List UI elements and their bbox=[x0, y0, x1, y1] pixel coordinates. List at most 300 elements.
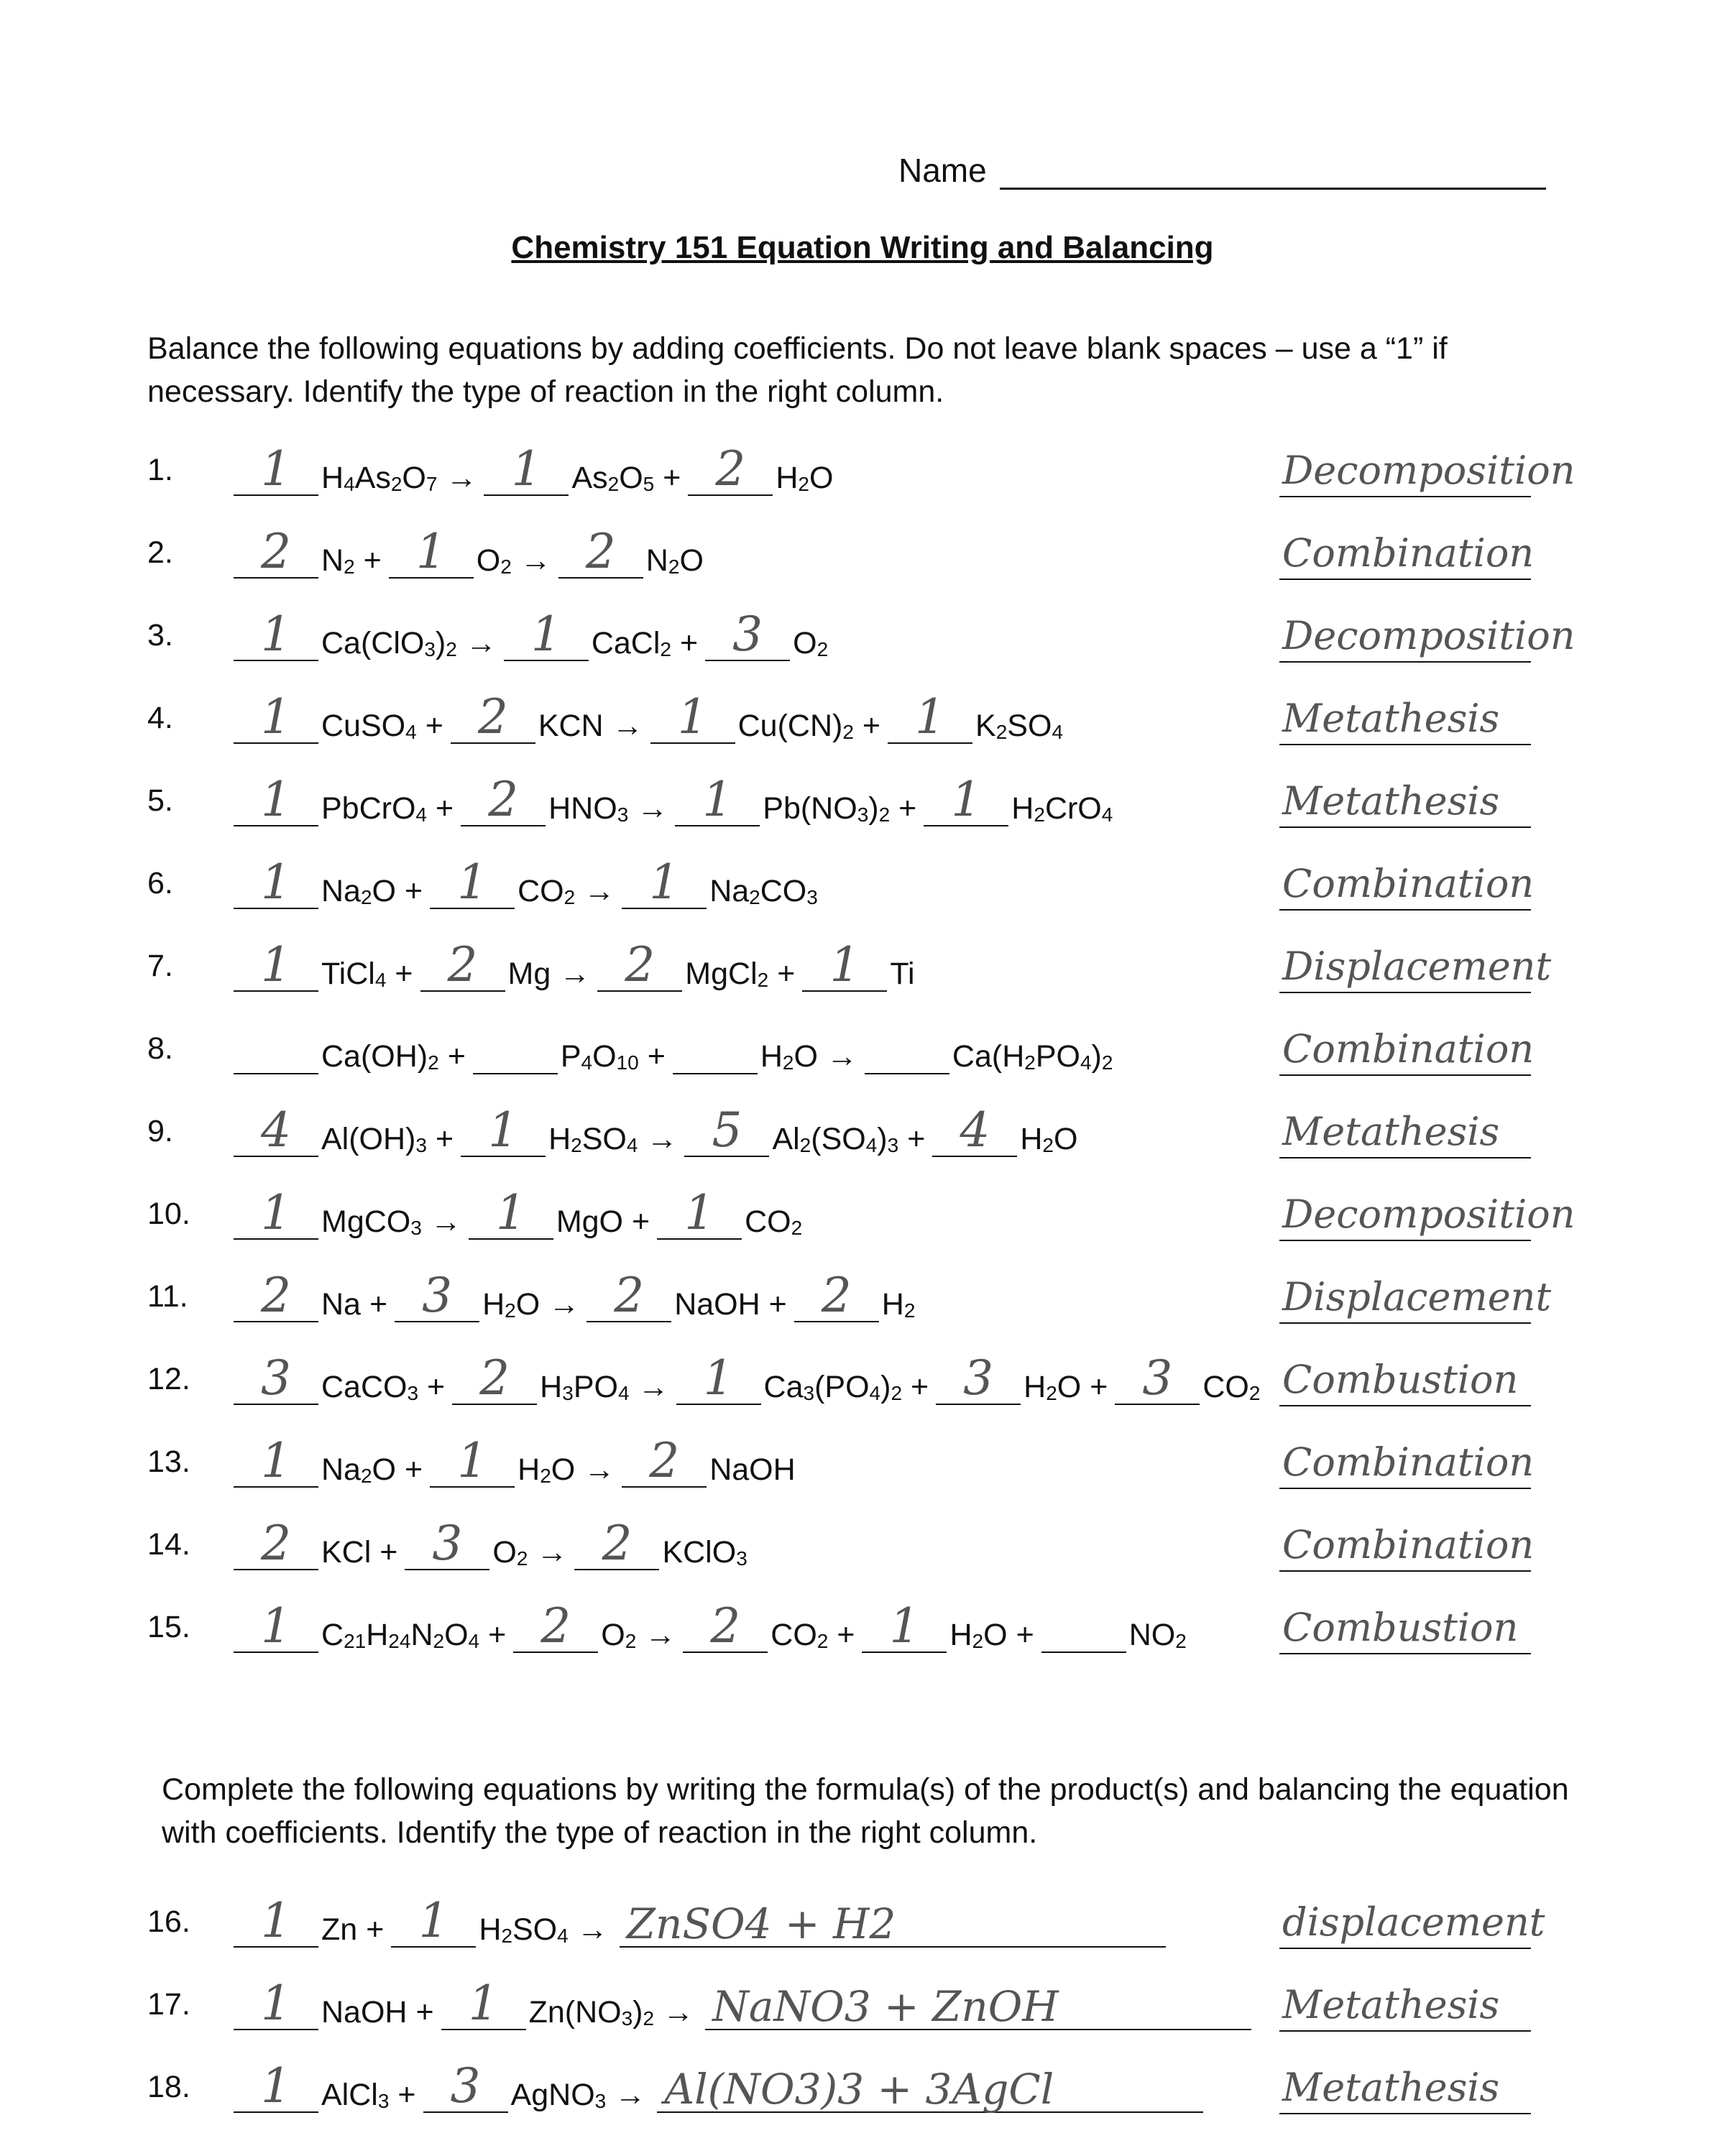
chemical-formula: $CO_2$ bbox=[745, 1204, 803, 1239]
reaction-type-field[interactable] bbox=[1279, 1973, 1531, 2032]
handwritten-coefficient: 1 bbox=[488, 1102, 519, 1158]
equation bbox=[234, 1348, 1264, 1405]
chemical-formula: $Zn(NO_3)_2$ bbox=[528, 1995, 655, 2030]
chemical-formula: $K_2SO_4$ bbox=[975, 709, 1064, 743]
equation bbox=[234, 604, 832, 661]
coefficient-blank[interactable] bbox=[391, 1892, 476, 1948]
plus-sign: + bbox=[488, 1618, 507, 1652]
handwritten-reaction-type: Displacement bbox=[1282, 1274, 1552, 1319]
equation-row bbox=[0, 769, 1725, 826]
plus-sign: + bbox=[425, 709, 443, 743]
coefficient-blank[interactable] bbox=[234, 1018, 318, 1074]
reaction-arrow: → bbox=[645, 1618, 676, 1652]
handwritten-products: Al(NO3)3 + 3AgCl bbox=[664, 2065, 1054, 2114]
coefficient-blank[interactable] bbox=[234, 770, 318, 826]
coefficient-blank[interactable] bbox=[234, 1101, 318, 1157]
handwritten-reaction-type: Displacement bbox=[1282, 944, 1552, 989]
equation-number: 18. bbox=[147, 2070, 190, 2104]
reaction-type-field[interactable] bbox=[1279, 521, 1535, 580]
coefficient-blank[interactable] bbox=[504, 605, 589, 661]
worksheet-title: Chemistry 151 Equation Writing and Balancing bbox=[511, 230, 1214, 265]
plus-sign: + bbox=[369, 1287, 388, 1322]
plus-sign: + bbox=[397, 2078, 416, 2112]
chemical-formula: $CO_2$ bbox=[770, 1618, 829, 1652]
equation bbox=[234, 438, 837, 496]
product-answer-line[interactable] bbox=[620, 1892, 1166, 1948]
handwritten-coefficient: 2 bbox=[625, 937, 656, 992]
handwritten-reaction-type: Combination bbox=[1282, 1026, 1535, 1072]
handwritten-coefficient: 3 bbox=[422, 1268, 453, 1323]
coefficient-blank[interactable] bbox=[484, 440, 569, 496]
reaction-arrow: → bbox=[536, 1535, 568, 1570]
chemical-formula: PbCrO$_4$ bbox=[321, 791, 427, 826]
reaction-type-field[interactable] bbox=[1279, 1265, 1552, 1324]
handwritten-coefficient: 1 bbox=[677, 689, 708, 745]
handwritten-reaction-type: Combination bbox=[1282, 1439, 1535, 1485]
equation-row bbox=[0, 438, 1725, 496]
handwritten-coefficient: 1 bbox=[511, 441, 542, 497]
reaction-arrow: → bbox=[584, 874, 615, 908]
chemical-formula: $NO_2$ bbox=[1128, 1618, 1187, 1652]
equation-row bbox=[0, 852, 1725, 909]
chemical-formula: Zn bbox=[321, 1912, 358, 1947]
reaction-type-field[interactable] bbox=[1279, 1017, 1535, 1076]
coefficient-blank[interactable] bbox=[452, 1349, 537, 1405]
name-line[interactable] bbox=[1000, 156, 1546, 190]
handwritten-coefficient: 1 bbox=[261, 1598, 291, 1654]
chemical-formula: $Al_2(SO_4)_3$ bbox=[772, 1122, 899, 1156]
equation bbox=[234, 1890, 1166, 1948]
equation bbox=[234, 686, 1067, 744]
chemical-formula: $C_{21}H_{24}N_2O_4$ bbox=[321, 1618, 480, 1652]
reaction-arrow: → bbox=[548, 1287, 580, 1322]
handwritten-coefficient: 1 bbox=[703, 1350, 734, 1406]
equation-number: 1. bbox=[147, 453, 173, 487]
handwritten-reaction-type: Decomposition bbox=[1282, 613, 1576, 658]
name-field bbox=[898, 151, 1546, 190]
chemical-formula: $H_2O$ bbox=[776, 461, 834, 495]
coefficient-blank[interactable] bbox=[234, 1349, 318, 1405]
handwritten-products: ZnSO4 + H2 bbox=[626, 1899, 896, 1948]
coefficient-blank[interactable] bbox=[802, 936, 887, 992]
handwritten-reaction-type: Decomposition bbox=[1282, 1192, 1576, 1237]
chemical-formula: $Ca(OH)_2$ bbox=[321, 1039, 439, 1074]
handwritten-reaction-type: Combination bbox=[1282, 530, 1535, 576]
chemical-formula: $H_2O$ bbox=[760, 1039, 818, 1074]
handwritten-coefficient: 1 bbox=[261, 854, 291, 910]
reaction-type-field[interactable] bbox=[1279, 2055, 1531, 2114]
equation-number: 13. bbox=[147, 1445, 190, 1479]
equation bbox=[234, 1017, 1117, 1074]
handwritten-coefficient: 4 bbox=[261, 1102, 291, 1158]
handwritten-products: NaNO3 + ZnOH bbox=[712, 1982, 1059, 2031]
handwritten-coefficient: 3 bbox=[732, 607, 763, 662]
handwritten-reaction-type: Metathesis bbox=[1282, 2065, 1500, 2110]
chemical-formula: $CO_2$ bbox=[1202, 1370, 1261, 1404]
plus-sign: + bbox=[768, 1287, 787, 1322]
equation bbox=[234, 852, 822, 909]
equation-number: 3. bbox=[147, 618, 173, 653]
chemical-formula: MgCO$_3$ bbox=[321, 1204, 422, 1239]
coefficient-blank[interactable] bbox=[924, 770, 1008, 826]
plus-sign: + bbox=[395, 957, 413, 991]
chemical-formula: $Ca(H_2PO_4)_2$ bbox=[952, 1039, 1113, 1074]
coefficient-blank[interactable] bbox=[234, 1974, 318, 2030]
chemical-formula: KClO$_3$ bbox=[662, 1535, 748, 1570]
equation-number: 9. bbox=[147, 1114, 173, 1148]
coefficient-blank[interactable] bbox=[234, 1514, 318, 1570]
coefficient-blank[interactable] bbox=[1115, 1349, 1200, 1405]
handwritten-coefficient: 1 bbox=[468, 1976, 499, 2031]
handwritten-reaction-type: Decomposition bbox=[1282, 448, 1576, 493]
coefficient-blank[interactable] bbox=[451, 688, 535, 744]
chemical-formula: $HNO_3$ bbox=[548, 791, 629, 826]
handwritten-coefficient: 1 bbox=[261, 1185, 291, 1240]
equation bbox=[234, 769, 1117, 826]
coefficient-blank[interactable] bbox=[597, 936, 682, 992]
reaction-type-field[interactable] bbox=[1279, 769, 1531, 828]
equation bbox=[234, 521, 708, 579]
equation bbox=[234, 1265, 919, 1322]
plus-sign: + bbox=[405, 1452, 423, 1487]
handwritten-coefficient: 3 bbox=[450, 2058, 481, 2114]
chemical-formula: AlCl$_3$ bbox=[321, 2078, 390, 2112]
handwritten-coefficient: 1 bbox=[415, 524, 446, 579]
chemical-formula: $H_2O$ bbox=[518, 1452, 576, 1487]
reaction-arrow: → bbox=[646, 1122, 678, 1156]
chemical-formula: $Ca_3(PO_4)_2$ bbox=[763, 1370, 903, 1404]
equation-row bbox=[0, 1265, 1725, 1322]
coefficient-blank[interactable] bbox=[688, 440, 773, 496]
handwritten-coefficient: 1 bbox=[418, 1893, 449, 1948]
handwritten-coefficient: 1 bbox=[684, 1185, 715, 1240]
handwritten-coefficient: 1 bbox=[495, 1185, 526, 1240]
reaction-arrow: → bbox=[826, 1039, 857, 1074]
coefficient-blank[interactable] bbox=[705, 605, 790, 661]
handwritten-coefficient: 4 bbox=[960, 1102, 990, 1158]
plus-sign: + bbox=[366, 1912, 385, 1947]
plus-sign: + bbox=[415, 1995, 434, 2030]
handwritten-coefficient: 1 bbox=[457, 854, 488, 910]
coefficient-blank[interactable] bbox=[389, 522, 474, 579]
coefficient-blank[interactable] bbox=[932, 1101, 1017, 1157]
plus-sign: + bbox=[380, 1535, 398, 1570]
handwritten-coefficient: 2 bbox=[477, 689, 508, 745]
plus-sign: + bbox=[898, 791, 917, 826]
handwritten-coefficient: 1 bbox=[261, 772, 291, 827]
coefficient-blank[interactable] bbox=[473, 1018, 558, 1074]
chemical-formula: $Al(OH)_3$ bbox=[321, 1122, 427, 1156]
reaction-arrow: → bbox=[637, 791, 668, 826]
equation-number: 6. bbox=[147, 866, 173, 900]
chemical-formula: MgO bbox=[556, 1204, 623, 1239]
coefficient-blank[interactable] bbox=[675, 770, 760, 826]
coefficient-blank[interactable] bbox=[395, 1266, 479, 1322]
equation-number: 15. bbox=[147, 1610, 190, 1644]
handwritten-coefficient: 3 bbox=[963, 1350, 994, 1406]
chemical-formula: $Na_2O$ bbox=[321, 1452, 396, 1487]
reaction-type-field[interactable] bbox=[1279, 1890, 1545, 1949]
chemical-formula: KCl bbox=[321, 1535, 372, 1570]
chemical-formula: NaOH bbox=[674, 1287, 760, 1322]
plus-sign: + bbox=[663, 461, 681, 495]
reaction-arrow: → bbox=[612, 709, 643, 743]
reaction-type-field[interactable] bbox=[1279, 852, 1535, 911]
handwritten-reaction-type: Metathesis bbox=[1282, 1109, 1500, 1154]
handwritten-reaction-type: Combustion bbox=[1282, 1357, 1519, 1402]
chemical-formula: $H_2O$ bbox=[482, 1287, 540, 1322]
plus-sign: + bbox=[435, 1122, 454, 1156]
reaction-type-field[interactable] bbox=[1279, 438, 1576, 497]
reaction-type-field[interactable] bbox=[1279, 1595, 1531, 1654]
coefficient-blank[interactable] bbox=[657, 1184, 742, 1240]
chemical-formula: $O_2$ bbox=[476, 543, 512, 578]
chemical-formula: NaOH bbox=[709, 1452, 796, 1487]
reaction-arrow: → bbox=[638, 1370, 669, 1404]
handwritten-coefficient: 2 bbox=[261, 1516, 291, 1571]
handwritten-coefficient: 3 bbox=[432, 1516, 463, 1571]
plus-sign: + bbox=[427, 1370, 446, 1404]
handwritten-coefficient: 2 bbox=[261, 524, 291, 579]
equation-number: 14. bbox=[147, 1527, 190, 1562]
coefficient-blank[interactable] bbox=[862, 1597, 947, 1653]
coefficient-blank[interactable] bbox=[622, 1432, 707, 1488]
handwritten-coefficient: 1 bbox=[261, 1893, 291, 1948]
handwritten-coefficient: 1 bbox=[261, 441, 291, 497]
equation-row bbox=[0, 1513, 1725, 1570]
coefficient-blank[interactable] bbox=[234, 1892, 318, 1948]
coefficient-blank[interactable] bbox=[234, 1184, 318, 1240]
reaction-type-field[interactable] bbox=[1279, 1513, 1535, 1572]
equation bbox=[234, 1100, 1082, 1157]
reaction-arrow: → bbox=[576, 1912, 608, 1947]
chemical-formula: $N_2O$ bbox=[645, 543, 704, 578]
equation bbox=[234, 934, 919, 992]
chemical-formula: $Na_2CO_3$ bbox=[709, 874, 818, 908]
chemical-formula: AgNO$_3$ bbox=[510, 2078, 607, 2112]
plus-sign: + bbox=[777, 957, 796, 991]
coefficient-blank[interactable] bbox=[430, 853, 515, 909]
coefficient-blank[interactable] bbox=[234, 1597, 318, 1653]
coefficient-blank[interactable] bbox=[650, 688, 735, 744]
coefficient-blank[interactable] bbox=[673, 1018, 758, 1074]
reaction-type-field[interactable] bbox=[1279, 1430, 1535, 1489]
equation-row bbox=[0, 1890, 1725, 1948]
coefficient-blank[interactable] bbox=[574, 1514, 659, 1570]
handwritten-coefficient: 2 bbox=[614, 1268, 645, 1323]
coefficient-blank[interactable] bbox=[676, 1349, 761, 1405]
plus-sign: + bbox=[436, 791, 454, 826]
handwritten-reaction-type: Metathesis bbox=[1282, 1982, 1500, 2027]
coefficient-blank[interactable] bbox=[461, 770, 546, 826]
chemical-formula: $Pb(NO_3)_2$ bbox=[763, 791, 891, 826]
handwritten-coefficient: 2 bbox=[540, 1598, 571, 1654]
handwritten-coefficient: 1 bbox=[915, 689, 946, 745]
handwritten-coefficient: 1 bbox=[649, 854, 680, 910]
handwritten-coefficient: 1 bbox=[951, 772, 982, 827]
handwritten-coefficient: 2 bbox=[479, 1350, 510, 1406]
plus-sign: + bbox=[907, 1122, 926, 1156]
reaction-arrow: → bbox=[663, 1995, 694, 2030]
coefficient-blank[interactable] bbox=[794, 1266, 879, 1322]
chemical-formula: $Na_2O$ bbox=[321, 874, 396, 908]
chemical-formula: KCN bbox=[538, 709, 604, 743]
equation-number: 16. bbox=[147, 1904, 190, 1939]
handwritten-coefficient: 1 bbox=[261, 689, 291, 745]
chemical-formula: $Ca(ClO_3)_2$ bbox=[321, 626, 457, 660]
coefficient-blank[interactable] bbox=[558, 522, 643, 579]
equation-number: 7. bbox=[147, 949, 173, 983]
chemical-formula: $H_2O$ bbox=[949, 1618, 1008, 1652]
handwritten-coefficient: 1 bbox=[457, 1433, 488, 1488]
equation-row bbox=[0, 1182, 1725, 1240]
handwritten-reaction-type: Combination bbox=[1282, 1522, 1535, 1567]
handwritten-coefficient: 2 bbox=[447, 937, 478, 992]
reaction-type-field[interactable] bbox=[1279, 1100, 1531, 1158]
handwritten-coefficient: 1 bbox=[261, 937, 291, 992]
coefficient-blank[interactable] bbox=[684, 1101, 769, 1157]
reaction-arrow: → bbox=[520, 543, 551, 578]
handwritten-coefficient: 5 bbox=[712, 1102, 742, 1158]
reaction-type-field[interactable] bbox=[1279, 1348, 1531, 1406]
handwritten-coefficient: 2 bbox=[261, 1268, 291, 1323]
chemical-formula: NaOH bbox=[321, 1995, 408, 2030]
handwritten-coefficient: 2 bbox=[710, 1598, 741, 1654]
coefficient-blank[interactable] bbox=[234, 522, 318, 579]
reaction-type-field[interactable] bbox=[1279, 604, 1576, 663]
product-answer-line[interactable] bbox=[657, 2057, 1203, 2113]
handwritten-coefficient: 2 bbox=[821, 1268, 852, 1323]
equation-row bbox=[0, 1430, 1725, 1488]
chemical-formula: $O_2$ bbox=[601, 1618, 637, 1652]
handwritten-reaction-type: Combination bbox=[1282, 861, 1535, 906]
coefficient-blank[interactable] bbox=[586, 1266, 671, 1322]
handwritten-reaction-type: displacement bbox=[1282, 1899, 1545, 1945]
coefficient-blank[interactable] bbox=[865, 1018, 949, 1074]
chemical-formula: Mg bbox=[507, 957, 551, 991]
equation-number: 2. bbox=[147, 535, 173, 570]
handwritten-coefficient: 1 bbox=[530, 607, 561, 662]
coefficient-blank[interactable] bbox=[234, 1432, 318, 1488]
coefficient-blank[interactable] bbox=[441, 1974, 526, 2030]
equation bbox=[234, 1595, 1191, 1653]
chemical-formula: $CO_2$ bbox=[518, 874, 576, 908]
chemical-formula: $O_2$ bbox=[793, 626, 829, 660]
coefficient-blank[interactable] bbox=[1041, 1597, 1126, 1653]
reaction-type-field[interactable] bbox=[1279, 1182, 1576, 1241]
coefficient-blank[interactable] bbox=[234, 440, 318, 496]
chemical-formula: TiCl$_4$ bbox=[321, 957, 387, 991]
chemical-formula: $H_2O$ bbox=[1020, 1122, 1078, 1156]
plus-sign: + bbox=[405, 874, 423, 908]
chemical-formula: $H_2CrO_4$ bbox=[1011, 791, 1113, 826]
coefficient-blank[interactable] bbox=[683, 1597, 768, 1653]
coefficient-blank[interactable] bbox=[936, 1349, 1021, 1405]
instructions-part1: Balance the following equations by adding coefficients. Do not leave blank spaces – use a “1” if necessary. Identify the type of reaction in the right column. bbox=[147, 331, 1448, 409]
reaction-arrow: → bbox=[584, 1452, 615, 1487]
equation bbox=[234, 1430, 800, 1488]
equation-number: 17. bbox=[147, 1987, 190, 2022]
reaction-type-field[interactable] bbox=[1279, 686, 1531, 745]
handwritten-coefficient: 1 bbox=[889, 1598, 920, 1654]
reaction-arrow: → bbox=[465, 626, 497, 660]
name-label: Name bbox=[898, 152, 987, 189]
coefficient-blank[interactable] bbox=[234, 605, 318, 661]
equation-row bbox=[0, 934, 1725, 992]
plus-sign: + bbox=[837, 1618, 855, 1652]
coefficient-blank[interactable] bbox=[461, 1101, 546, 1157]
equation-row bbox=[0, 1595, 1725, 1653]
handwritten-coefficient: 2 bbox=[649, 1433, 680, 1488]
handwritten-coefficient: 1 bbox=[261, 607, 291, 662]
reaction-arrow: → bbox=[446, 461, 477, 495]
reaction-type-field[interactable] bbox=[1279, 934, 1552, 993]
handwritten-coefficient: 1 bbox=[702, 772, 733, 827]
chemical-formula: MgCl$_2$ bbox=[685, 957, 769, 991]
equation bbox=[234, 1973, 1251, 2030]
handwritten-reaction-type: Combustion bbox=[1282, 1605, 1519, 1650]
equation-number: 12. bbox=[147, 1362, 190, 1396]
equation-row bbox=[0, 1973, 1725, 2030]
equation-number: 4. bbox=[147, 701, 173, 735]
coefficient-blank[interactable] bbox=[234, 688, 318, 744]
chemical-formula: $H_4As_2O_7$ bbox=[321, 461, 438, 495]
equation bbox=[234, 1513, 752, 1570]
coefficient-blank[interactable] bbox=[234, 936, 318, 992]
coefficient-blank[interactable] bbox=[234, 2057, 318, 2113]
plus-sign: + bbox=[679, 626, 699, 660]
handwritten-reaction-type: Metathesis bbox=[1282, 778, 1500, 824]
chemical-formula: CuSO$_4$ bbox=[321, 709, 417, 743]
product-answer-line[interactable] bbox=[705, 1974, 1251, 2030]
equation-number: 5. bbox=[147, 783, 173, 818]
handwritten-coefficient: 1 bbox=[261, 2058, 291, 2114]
coefficient-blank[interactable] bbox=[234, 1266, 318, 1322]
chemical-formula: CaCO$_3$ bbox=[321, 1370, 419, 1404]
coefficient-blank[interactable] bbox=[469, 1184, 553, 1240]
coefficient-blank[interactable] bbox=[888, 688, 972, 744]
plus-sign: + bbox=[632, 1204, 650, 1239]
plus-sign: + bbox=[1090, 1370, 1108, 1404]
reaction-arrow: → bbox=[430, 1204, 461, 1239]
equation-number: 10. bbox=[147, 1197, 190, 1231]
coefficient-blank[interactable] bbox=[423, 2057, 508, 2113]
chemical-formula: $O_2$ bbox=[492, 1535, 528, 1570]
coefficient-blank[interactable] bbox=[234, 853, 318, 909]
handwritten-coefficient: 2 bbox=[488, 772, 519, 827]
equation-number: 8. bbox=[147, 1031, 173, 1066]
plus-sign: + bbox=[363, 543, 382, 578]
handwritten-coefficient: 2 bbox=[585, 524, 616, 579]
coefficient-blank[interactable] bbox=[430, 1432, 515, 1488]
handwritten-coefficient: 1 bbox=[829, 937, 860, 992]
chemical-formula: $H_2O$ bbox=[1024, 1370, 1082, 1404]
coefficient-blank[interactable] bbox=[622, 853, 707, 909]
equation-number: 11. bbox=[147, 1279, 188, 1314]
coefficient-blank[interactable] bbox=[420, 936, 505, 992]
equation bbox=[234, 2055, 1203, 2113]
coefficient-blank[interactable] bbox=[405, 1514, 489, 1570]
coefficient-blank[interactable] bbox=[513, 1597, 598, 1653]
handwritten-coefficient: 3 bbox=[1142, 1350, 1173, 1406]
equation-row bbox=[0, 1017, 1725, 1074]
plus-sign: + bbox=[862, 709, 881, 743]
chemical-formula: $H_2$ bbox=[881, 1287, 916, 1322]
handwritten-coefficient: 3 bbox=[261, 1350, 291, 1406]
chemical-formula: Na bbox=[321, 1287, 361, 1322]
handwritten-reaction-type: Metathesis bbox=[1282, 696, 1500, 741]
chemical-formula: $Cu(CN)_2$ bbox=[737, 709, 854, 743]
